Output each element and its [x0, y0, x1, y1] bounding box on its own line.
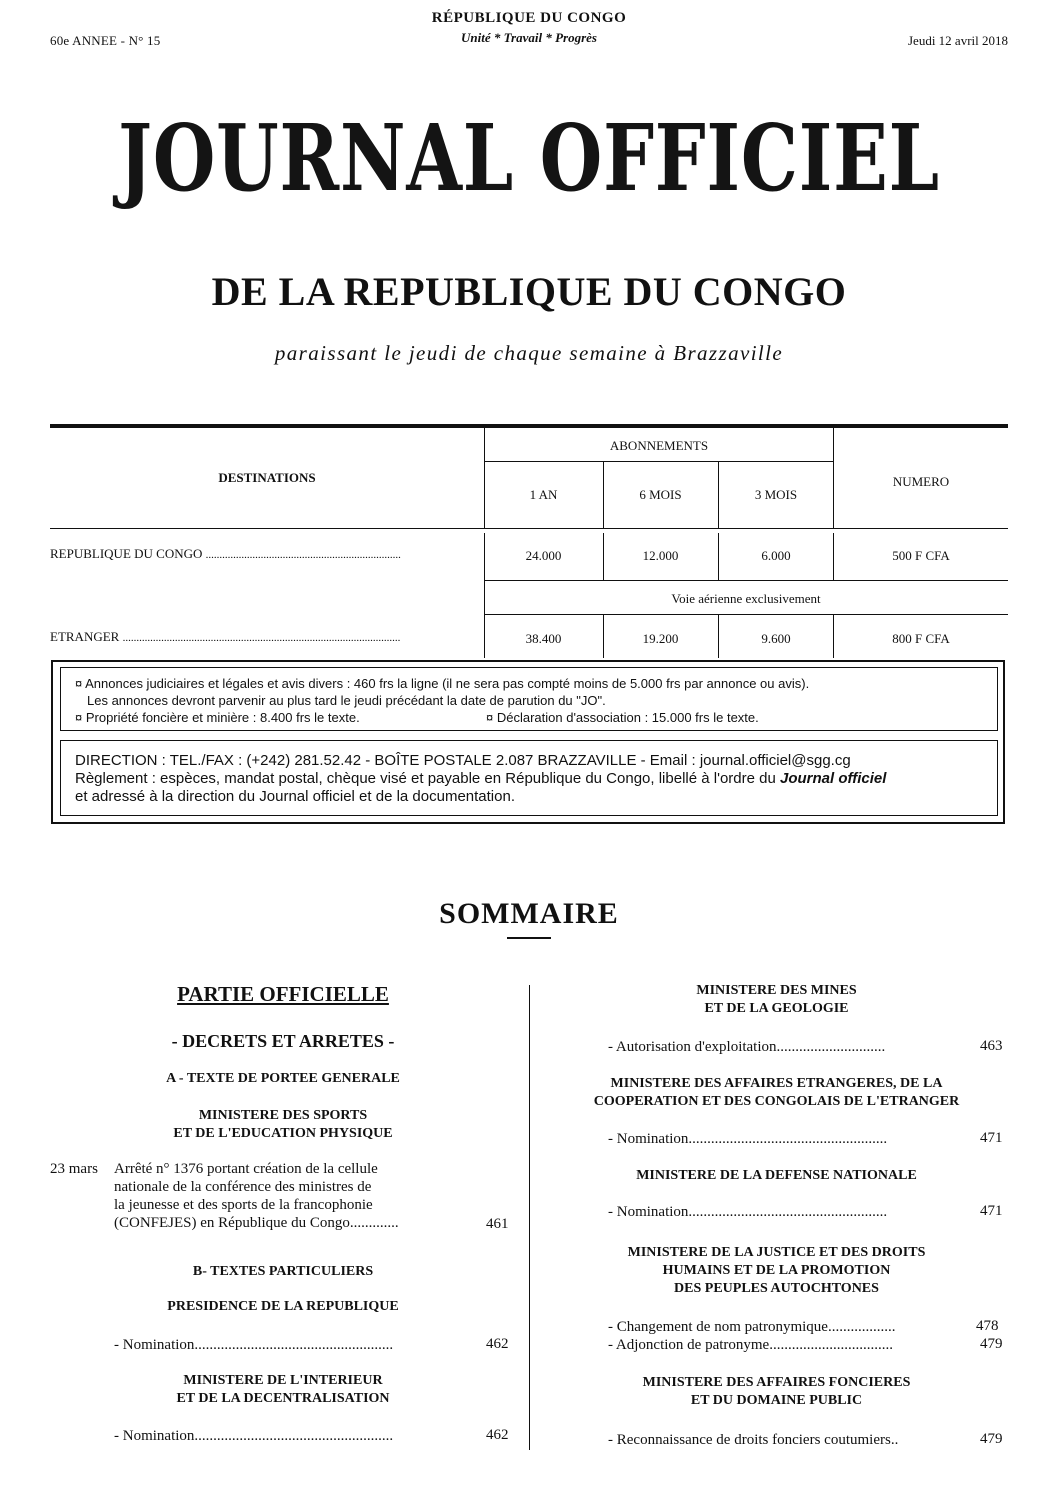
announce-deadline: Les annonces devront parvenir au plus tard le jeudi précédant la date de parution du "JO".	[87, 693, 606, 708]
sommaire-underline	[507, 937, 551, 939]
partie-officielle-heading: PARTIE OFFICIELLE	[177, 982, 389, 1006]
direction-contact: DIRECTION : TEL./FAX : (+242) 281.52.42 - BOÎTE POSTALE 2.087 BRAZZAVILLE - Email : journal.officiel@sgg.cg	[75, 752, 851, 769]
col-6mois: 6 MOIS	[639, 487, 682, 502]
row-etranger-1an: 38.400	[525, 631, 562, 646]
payment-terms	[75, 770, 886, 788]
leader-dots: .....................................................................................................	[122, 632, 401, 644]
issue-number: 60e ANNEE - N° 15	[50, 33, 161, 48]
divider	[484, 580, 1008, 581]
arrete-date: 23 mars	[50, 1161, 98, 1177]
divider	[484, 461, 834, 462]
header-center	[0, 10, 1058, 46]
arrete-line4: (CONFEJES) en République du Congo.............	[114, 1215, 399, 1231]
col-3mois: 3 MOIS	[754, 487, 798, 502]
arrete-line1: Arrêté n° 1376 portant création de la cellule	[114, 1161, 378, 1177]
ministry-mines-line2: ET DE LA GEOLOGIE	[704, 1001, 849, 1016]
interior-nomination-entry[interactable]: - Nomination.....................................................	[114, 1428, 394, 1444]
row-etranger-destination	[50, 629, 400, 645]
row-congo-6mois: 12.000	[642, 548, 679, 563]
leader-dots: .......................................................................	[205, 549, 401, 561]
arrete-page: 461	[486, 1216, 509, 1232]
ministry-justice-line3: DES PEUPLES AUTOCHTONES	[674, 1281, 879, 1296]
ministry-sports-heading	[50, 1107, 516, 1143]
divider	[484, 614, 1008, 615]
ministry-interior-heading	[50, 1372, 516, 1408]
ministry-foreign-line1: MINISTERE DES AFFAIRES ETRANGERES, DE LA	[610, 1076, 943, 1091]
land-property-rate: ¤ Propriété foncière et minière : 8.400 frs le texte.	[75, 710, 360, 725]
destinations-header: DESTINATIONS	[218, 470, 316, 485]
col-1an: 1 AN	[529, 487, 558, 502]
row-congo-3mois: 6.000	[761, 548, 791, 563]
notice-frame	[51, 660, 1005, 824]
ministry-justice-line2: HUMAINS ET DE LA PROMOTION	[662, 1263, 891, 1278]
row-etranger-6mois: 19.200	[642, 631, 679, 646]
republic-name: RÉPUBLIQUE DU CONGO	[431, 10, 627, 26]
section-b-heading: B- TEXTES PARTICULIERS	[192, 1264, 374, 1279]
ministry-mines-line1: MINISTERE DES MINES	[696, 983, 857, 998]
journal-subtitle: DE LA REPUBLIQUE DU CONGO	[211, 269, 847, 314]
table-top-rule	[50, 424, 1008, 428]
row-congo-label: REPUBLIQUE DU CONGO	[50, 546, 203, 561]
ministry-sports-line2: ET DE L'EDUCATION PHYSIQUE	[173, 1126, 393, 1141]
ministry-land-line2: ET DU DOMAINE PUBLIC	[690, 1393, 863, 1408]
decrets-heading: - DECRETS ET ARRETES -	[171, 1031, 395, 1051]
interior-nomination-page: 462	[486, 1427, 509, 1443]
ministry-sports-line1: MINISTERE DES SPORTS	[198, 1108, 368, 1123]
name-change-page: 478	[976, 1318, 999, 1334]
surname-addition-page: 479	[980, 1336, 1003, 1352]
association-rate: ¤ Déclaration d'association : 15.000 frs le texte.	[486, 710, 759, 725]
arrete-line3: la jeunesse et des sports de la francophonie	[114, 1197, 373, 1213]
arrete-entry[interactable]	[114, 1160, 399, 1232]
ministry-justice-heading	[545, 1244, 1008, 1298]
defense-nomination-page: 471	[980, 1203, 1003, 1219]
foreign-nomination-page: 471	[980, 1130, 1003, 1146]
ministry-justice-line1: MINISTERE DE LA JUSTICE ET DES DROITS	[627, 1245, 926, 1260]
foreign-nomination-entry[interactable]: - Nomination.....................................................	[608, 1131, 888, 1147]
autorisation-entry[interactable]: - Autorisation d'exploitation.............................	[608, 1039, 886, 1055]
ministry-mines-heading	[545, 982, 1008, 1018]
autorisation-page: 463	[980, 1038, 1003, 1054]
ministry-interior-line2: ET DE LA DECENTRALISATION	[176, 1391, 390, 1406]
ministry-defense-heading: MINISTERE DE LA DEFENSE NATIONALE	[636, 1168, 917, 1183]
surname-addition-entry[interactable]: - Adjonction de patronyme.................................	[608, 1337, 893, 1353]
payment-payee: Journal officiel	[780, 770, 887, 787]
presidence-nomination-page: 462	[486, 1336, 509, 1352]
row-congo-1an: 24.000	[525, 548, 562, 563]
presidence-heading: PRESIDENCE DE LA REPUBLIQUE	[167, 1299, 399, 1314]
ministry-land-line1: MINISTERE DES AFFAIRES FONCIERES	[642, 1375, 911, 1390]
name-change-entry[interactable]: - Changement de nom patronymique..................	[608, 1319, 896, 1335]
national-motto: Unité * Travail * Progrès	[460, 30, 597, 45]
payment-address: et adressé à la direction du Journal officiel et de la documentation.	[75, 788, 515, 805]
column-divider	[529, 985, 530, 1450]
ministry-foreign-heading	[545, 1075, 1008, 1111]
sommaire-title: SOMMAIRE	[439, 897, 619, 930]
land-rights-page: 479	[980, 1431, 1003, 1447]
row-congo-destination	[50, 546, 401, 562]
row-etranger-label: ETRANGER	[50, 629, 120, 644]
row-congo-numero: 500 F CFA	[892, 548, 950, 563]
land-rights-entry[interactable]: - Reconnaissance de droits fonciers coutumiers..	[608, 1432, 899, 1448]
row-etranger-3mois: 9.600	[761, 631, 791, 646]
presidence-nomination-entry[interactable]: - Nomination.....................................................	[114, 1337, 394, 1353]
arrete-line2: nationale de la conférence des ministres de	[114, 1179, 372, 1195]
announce-rate: ¤ Annonces judiciaires et légales et avis divers : 460 frs la ligne (il ne sera pas compté moins de 5.000 frs par annonce ou avis).	[75, 676, 810, 691]
ministry-land-heading	[545, 1374, 1008, 1410]
divider	[50, 528, 1008, 529]
issue-date: Jeudi 12 avril 2018	[907, 33, 1008, 48]
journal-tagline: paraissant le jeudi de chaque semaine à Brazzaville	[274, 341, 784, 365]
defense-nomination-entry[interactable]: - Nomination.....................................................	[608, 1204, 888, 1220]
ministry-foreign-line2: COOPERATION ET DES CONGOLAIS DE L'ETRANGER	[593, 1094, 960, 1109]
row-etranger-numero: 800 F CFA	[892, 631, 950, 646]
section-a-heading: A - TEXTE DE PORTEE GENERALE	[166, 1071, 400, 1086]
abonnements-header: ABONNEMENTS	[609, 438, 709, 453]
journal-title: JOURNAL OFFICIEL	[118, 104, 940, 212]
announcement-box	[60, 667, 998, 731]
direction-box	[60, 740, 998, 816]
numero-header: NUMERO	[892, 474, 950, 489]
payment-terms-text: Règlement : espèces, mandat postal, chèque visé et payable en République du Congo, libellé à l'ordre du	[75, 770, 780, 787]
air-note: Voie aérienne exclusivement	[671, 591, 821, 606]
ministry-interior-line1: MINISTERE DE L'INTERIEUR	[183, 1373, 383, 1388]
